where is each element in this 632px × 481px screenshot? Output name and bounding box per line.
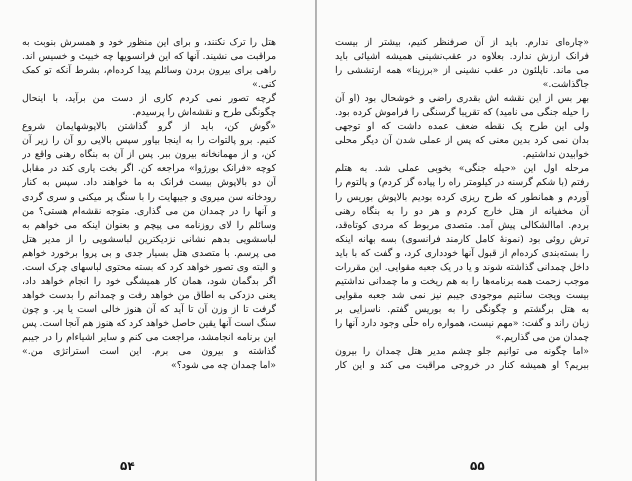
text-line: داخل چمدانی گذاشته شوند و یا در یک جعبه مقوایی. این مقررات <box>335 261 589 273</box>
text-line: اگر بدگمان شود، همان کار همیشگی خود را انجام خواهد داد، <box>22 275 276 287</box>
text-line: یعنی دزدکی به اطاق من خواهد رفت و چمدانم را بدست خواهد <box>22 289 276 301</box>
text-line: کنیم. برو پالتوات را به اینجا بیاور سپس بالایی رو آن ‌را زیر آن <box>22 135 276 147</box>
text-line: گرچه تصور نمی کردم کاری از دست من برآید، با اینحال <box>22 93 276 105</box>
text-line: موجب زحمت همه برنامه‌ها را به هم ریخت و ما چمدانی نداشتیم <box>335 275 589 287</box>
text-line: «اما چگونه می توانیم جلو چشم مدیر هتل چمدان را بیرون <box>335 346 589 358</box>
text-line: وسائلم را لای روزنامه می پیچم و بعنوان اینکه می خواهم به <box>22 219 276 231</box>
text-line: ترش روئی بود (نمونهٔ کامل کارمند فرانسوی) بسه بهانه اینکه <box>335 233 589 245</box>
text-line: و آنها را در چمدان من می گذاری. متوجه نقشه‌ام هستی؟ من <box>22 205 276 217</box>
text-line: را بسته‌بندی کرده‌ام از قبول آنها خودداری کرد، و گفت که با باید <box>335 247 589 259</box>
left-page <box>0 0 315 481</box>
text-line: می ماند. ناپلئون در عقب نشینی از «برزینا» همه ارتششی را <box>335 65 589 77</box>
text-line: کنی.» <box>252 79 276 91</box>
text-line: و البته وی تصور خواهد کرد که بسته محتوی لباسهای چرک است. <box>22 261 276 273</box>
text-line: «اما چمدان چه می شود؟» <box>170 360 276 372</box>
text-line: می پرسم. با متصدی هتل بسیار جدی و بی پروا برخورد خواهم <box>22 247 276 259</box>
text-line: بهر بس از این نقشه اش بقدری راضی و خوشحال بود (او آن <box>335 93 589 105</box>
text-line: بیست ویجت سانتیم موجودی جیبم نیز نمی شد جعبه مقوایی <box>335 289 589 301</box>
text-line: کن، و از مهمانخانه بیرون ببر. پس از آن به بنگاه رهنی واقع در <box>22 149 276 161</box>
text-line: آن دو بالاپوش بیست فرانک به ما خواهند داد. سپس به کنار <box>22 177 276 189</box>
text-line: بردم. اماالشکالی پیش آمد. متصدی مربوط که مردی کوتاه‌قد، <box>335 219 589 231</box>
text-line: گرفت تا از وزن آن تا آید که آن هنوز خالی است یا پر. و چون <box>22 303 276 315</box>
left-page-text <box>22 36 276 373</box>
text-line: سنگ است آنها یقین حاصل خواهد کرد که هنوز هم آنجا است. پس <box>22 317 276 329</box>
right-page-text <box>335 36 589 373</box>
text-line: راهی برای بیرون بردن وسائلم پیدا کرده‌ام، بشرط آنکه تو کمک <box>22 65 276 77</box>
text-line: رفتم (با شکم گرسنه در کیلومتر راه را پیاده گز کردم) و پالتوم را <box>335 177 589 189</box>
text-line: جاگذاشت.» <box>542 79 589 91</box>
text-line: فرانک ارزش ندارد. بعلاوه در عقب‌نشینی همیشه اشیائی باید <box>335 51 589 63</box>
text-line: ولی این طرح یک نقطه ضعف عمده داشت که او توجهی <box>335 121 589 133</box>
left-page-number: ۵۴ <box>120 459 135 473</box>
text-line: به هتل برگشتم و چگونگی را به بوریس گفتم. ناسزایی بر <box>335 303 589 315</box>
text-line: «چاره‌ای ندارم. باید از آن صرفنظر کنیم، بیشتر از بیست <box>335 37 589 48</box>
text-line: چگونگی طرح و نقشه‌اش را پرسیدم. <box>132 107 276 119</box>
text-line: بدان نمی کرد بدین معنی که پس از عملی شدن آن دیگر محلی <box>335 135 589 147</box>
text-line: چمدان من می گذاریم.» <box>495 331 589 343</box>
text-line: مراقبت می نشیند. آنها که این فرانسویها چه خبیث و خسیس اند. <box>22 51 276 63</box>
text-line: را حیله جنگی می نامید) که تقریبا گرسنگی را فراموش کرده بود. <box>335 107 589 119</box>
text-line: ببریم؟ او همیشه کنار در خروجی مراقبت می کند و این کار <box>335 360 589 372</box>
text-line: کوچه «فرانک بورژوا» مراجعه کن. اگر بخت یاری کند در مقابل <box>22 163 276 175</box>
text-line: گذاشته و بیرون می برم. این است استراتژی من.» <box>22 346 276 358</box>
text-line: مرحله اول این «حیله جنگی» بخوبی عملی شد. به هتلم <box>335 163 589 175</box>
right-page <box>317 0 632 481</box>
text-line: لباسشویی بدهم نشانی نزدیکترین لباسشویی را از مدیر هتل <box>22 233 276 245</box>
text-line: این برنامه انجامشد، مراجعت می کنم و سایر اشیاءام را در جیبم <box>22 331 276 343</box>
right-page-number: ۵۵ <box>470 459 485 473</box>
text-line: آوردم و همانطور که طرح ریزی کرده بودیم بالاپوش بوریس را <box>335 191 589 203</box>
text-line: رودخانه سن میروی و جیبهایت را با سنگ پر میکنی و سری گردی <box>22 191 276 203</box>
text-line: زبان راند و گفت: «مهم نیست، همواره راه حلّی وجود دارد آنها را <box>335 317 589 329</box>
text-line: خوابیدن نداشتیم. <box>522 149 589 161</box>
text-line: «گوش کن، باید از گرو گذاشتن بالاپوشهایمان شروع <box>22 121 276 133</box>
text-line: آن مخفیانه‌ از هتل خارج کردم و هر دو را به بنگاه رهنی <box>335 205 589 217</box>
text-line: هتل را ترک نکنند، و برای این منظور خود و همسرش بنوبت به <box>22 37 276 48</box>
